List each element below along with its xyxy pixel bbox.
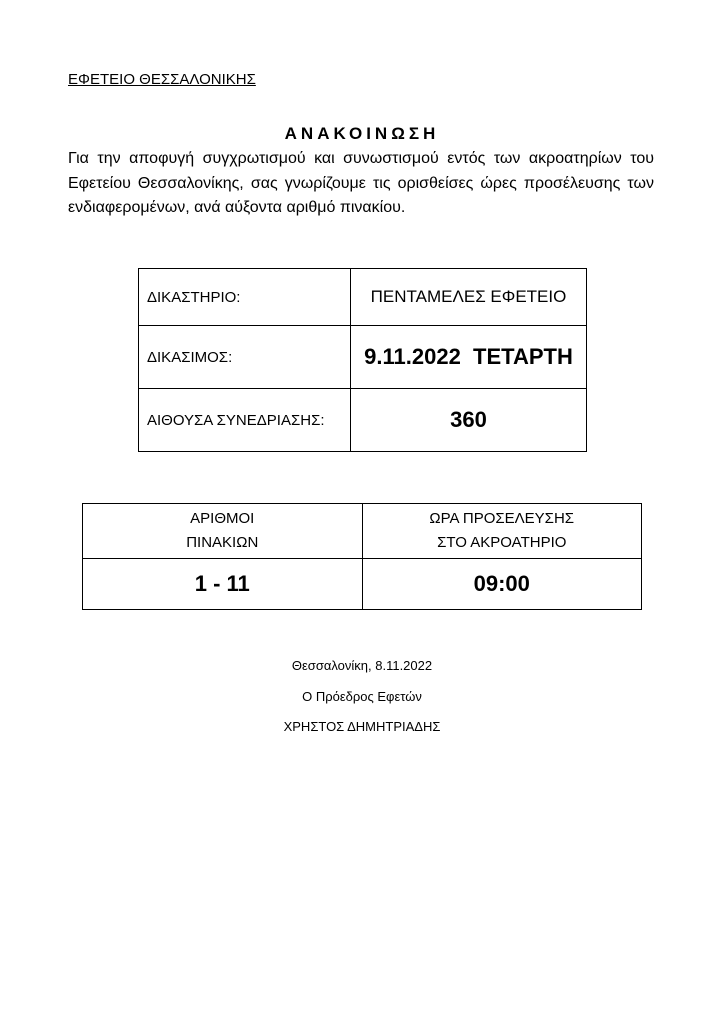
info-row-court [139, 269, 587, 326]
signatory-role: Ο Πρόεδρος Εφετών [302, 689, 422, 704]
schedule-table [82, 503, 642, 610]
court-name: ΕΦΕΤΕΙΟ ΘΕΣΣΑΛΟΝΙΚΗΣ [68, 71, 256, 88]
schedule-col1-header [83, 504, 363, 559]
court-label: ΔΙΚΑΣΤΗΡΙΟ: [139, 269, 351, 326]
session-label: ΔΙΚΑΣΙΜΟΣ: [139, 326, 351, 389]
schedule-col1-header-line1: ΑΡΙΘΜΟΙ [190, 510, 255, 527]
announcement-title: ΑΝΑΚΟΙΝΩΣΗ [284, 124, 440, 143]
schedule-col2-header-line2: ΣΤΟ ΑΚΡΟΑΤΗΡΙΟ [437, 534, 567, 551]
schedule-col2-header [362, 504, 642, 559]
schedule-numbers-cell: 1 - 11 [83, 559, 363, 610]
info-row-room [139, 389, 587, 452]
schedule-header-row [83, 504, 642, 559]
place-date: Θεσσαλονίκη, 8.11.2022 [291, 658, 433, 673]
schedule-time-cell: 09:00 [362, 559, 642, 610]
room-label: ΑΙΘΟΥΣΑ ΣΥΝΕΔΡΙΑΣΗΣ: [139, 389, 351, 452]
signatory-name: ΧΡΗΣΤΟΣ ΔΗΜΗΤΡΙΑΔΗΣ [283, 719, 441, 734]
session-value: 9.11.2022 ΤΕΤΑΡΤΗ [351, 326, 587, 389]
room-value: 360 [351, 389, 587, 452]
court-value: ΠΕΝΤΑΜΕΛΕΣ ΕΦΕΤΕΙΟ [351, 269, 587, 326]
schedule-col1-header-line2: ΠΙΝΑΚΙΩΝ [186, 534, 259, 551]
schedule-col2-header-line1: ΩΡΑ ΠΡΟΣΕΛΕΥΣΗΣ [429, 510, 575, 527]
announcement-text: Για την αποφυγή συγχρωτισμού και συνωστισμού εντός των ακροατηρίων του Εφετείου Θεσσαλονίκης, σας γνωρίζουμε τις ορισθείσες ώρες προσέλευσης των ενδιαφερομένων, ανά αύξοντα αριθμό πινακίου. [68, 150, 654, 216]
info-row-session [139, 326, 587, 389]
info-table [138, 268, 587, 452]
table-row [83, 559, 642, 610]
